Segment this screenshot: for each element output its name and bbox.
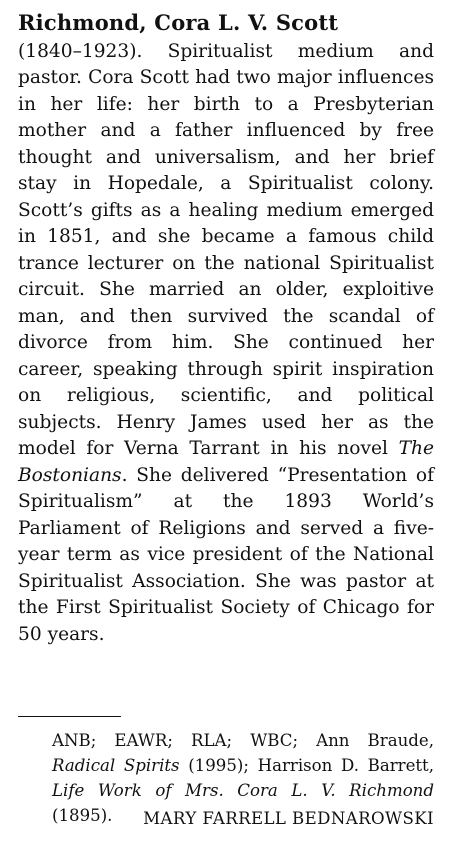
entry-author: MARY FARRELL BEDNAROWSKI [143,809,434,828]
references-divider [18,716,121,717]
reference-book-2: Life Work of Mrs. Cora L. V. Richmond [52,781,434,800]
references-part-1: ANB; EAWR; RLA; WBC; Ann Braude, [52,731,434,750]
entry-body-part-1: Spiritualist medium and pastor. Cora Scott had two major influences in her life: her birth to a Presbyterian mother and a father influenced by free thought and universalism, and her brief stay in Hopedale, a Spiritualist colony. Scott’s gifts as a healing medium emerged in 1851, and she became a famous child trance lecturer on the national Spiritualist circuit. She married an older, exploitive man, and then survived the scandal of divorce from him. She continued her career, speaking through spirit inspiration on religious, scientific, and political subjects. Henry James used her as the model for Verna Tarrant in his novel [18,40,434,459]
novel-title: The Bostonians [18,438,434,486]
references-part-3: (1895). [52,806,113,825]
references-part-2: (1995); Harrison D. Barrett, [179,756,435,775]
encyclopedia-entry [18,10,434,648]
reference-book-1: Radical Spirits [52,756,180,775]
entry-body-part-2: . She delivered “Presentation of Spiritualism” at the 1893 World’s Parliament of Religions and served a five-year term as vice president of the National Spiritualist Association. She was pastor at the First Spiritualist Society of Chicago for 50 years. [18,464,434,645]
entry-dates: (1840–1923). [18,40,143,62]
entry-headword: Richmond, Cora L. V. Scott [18,10,339,35]
